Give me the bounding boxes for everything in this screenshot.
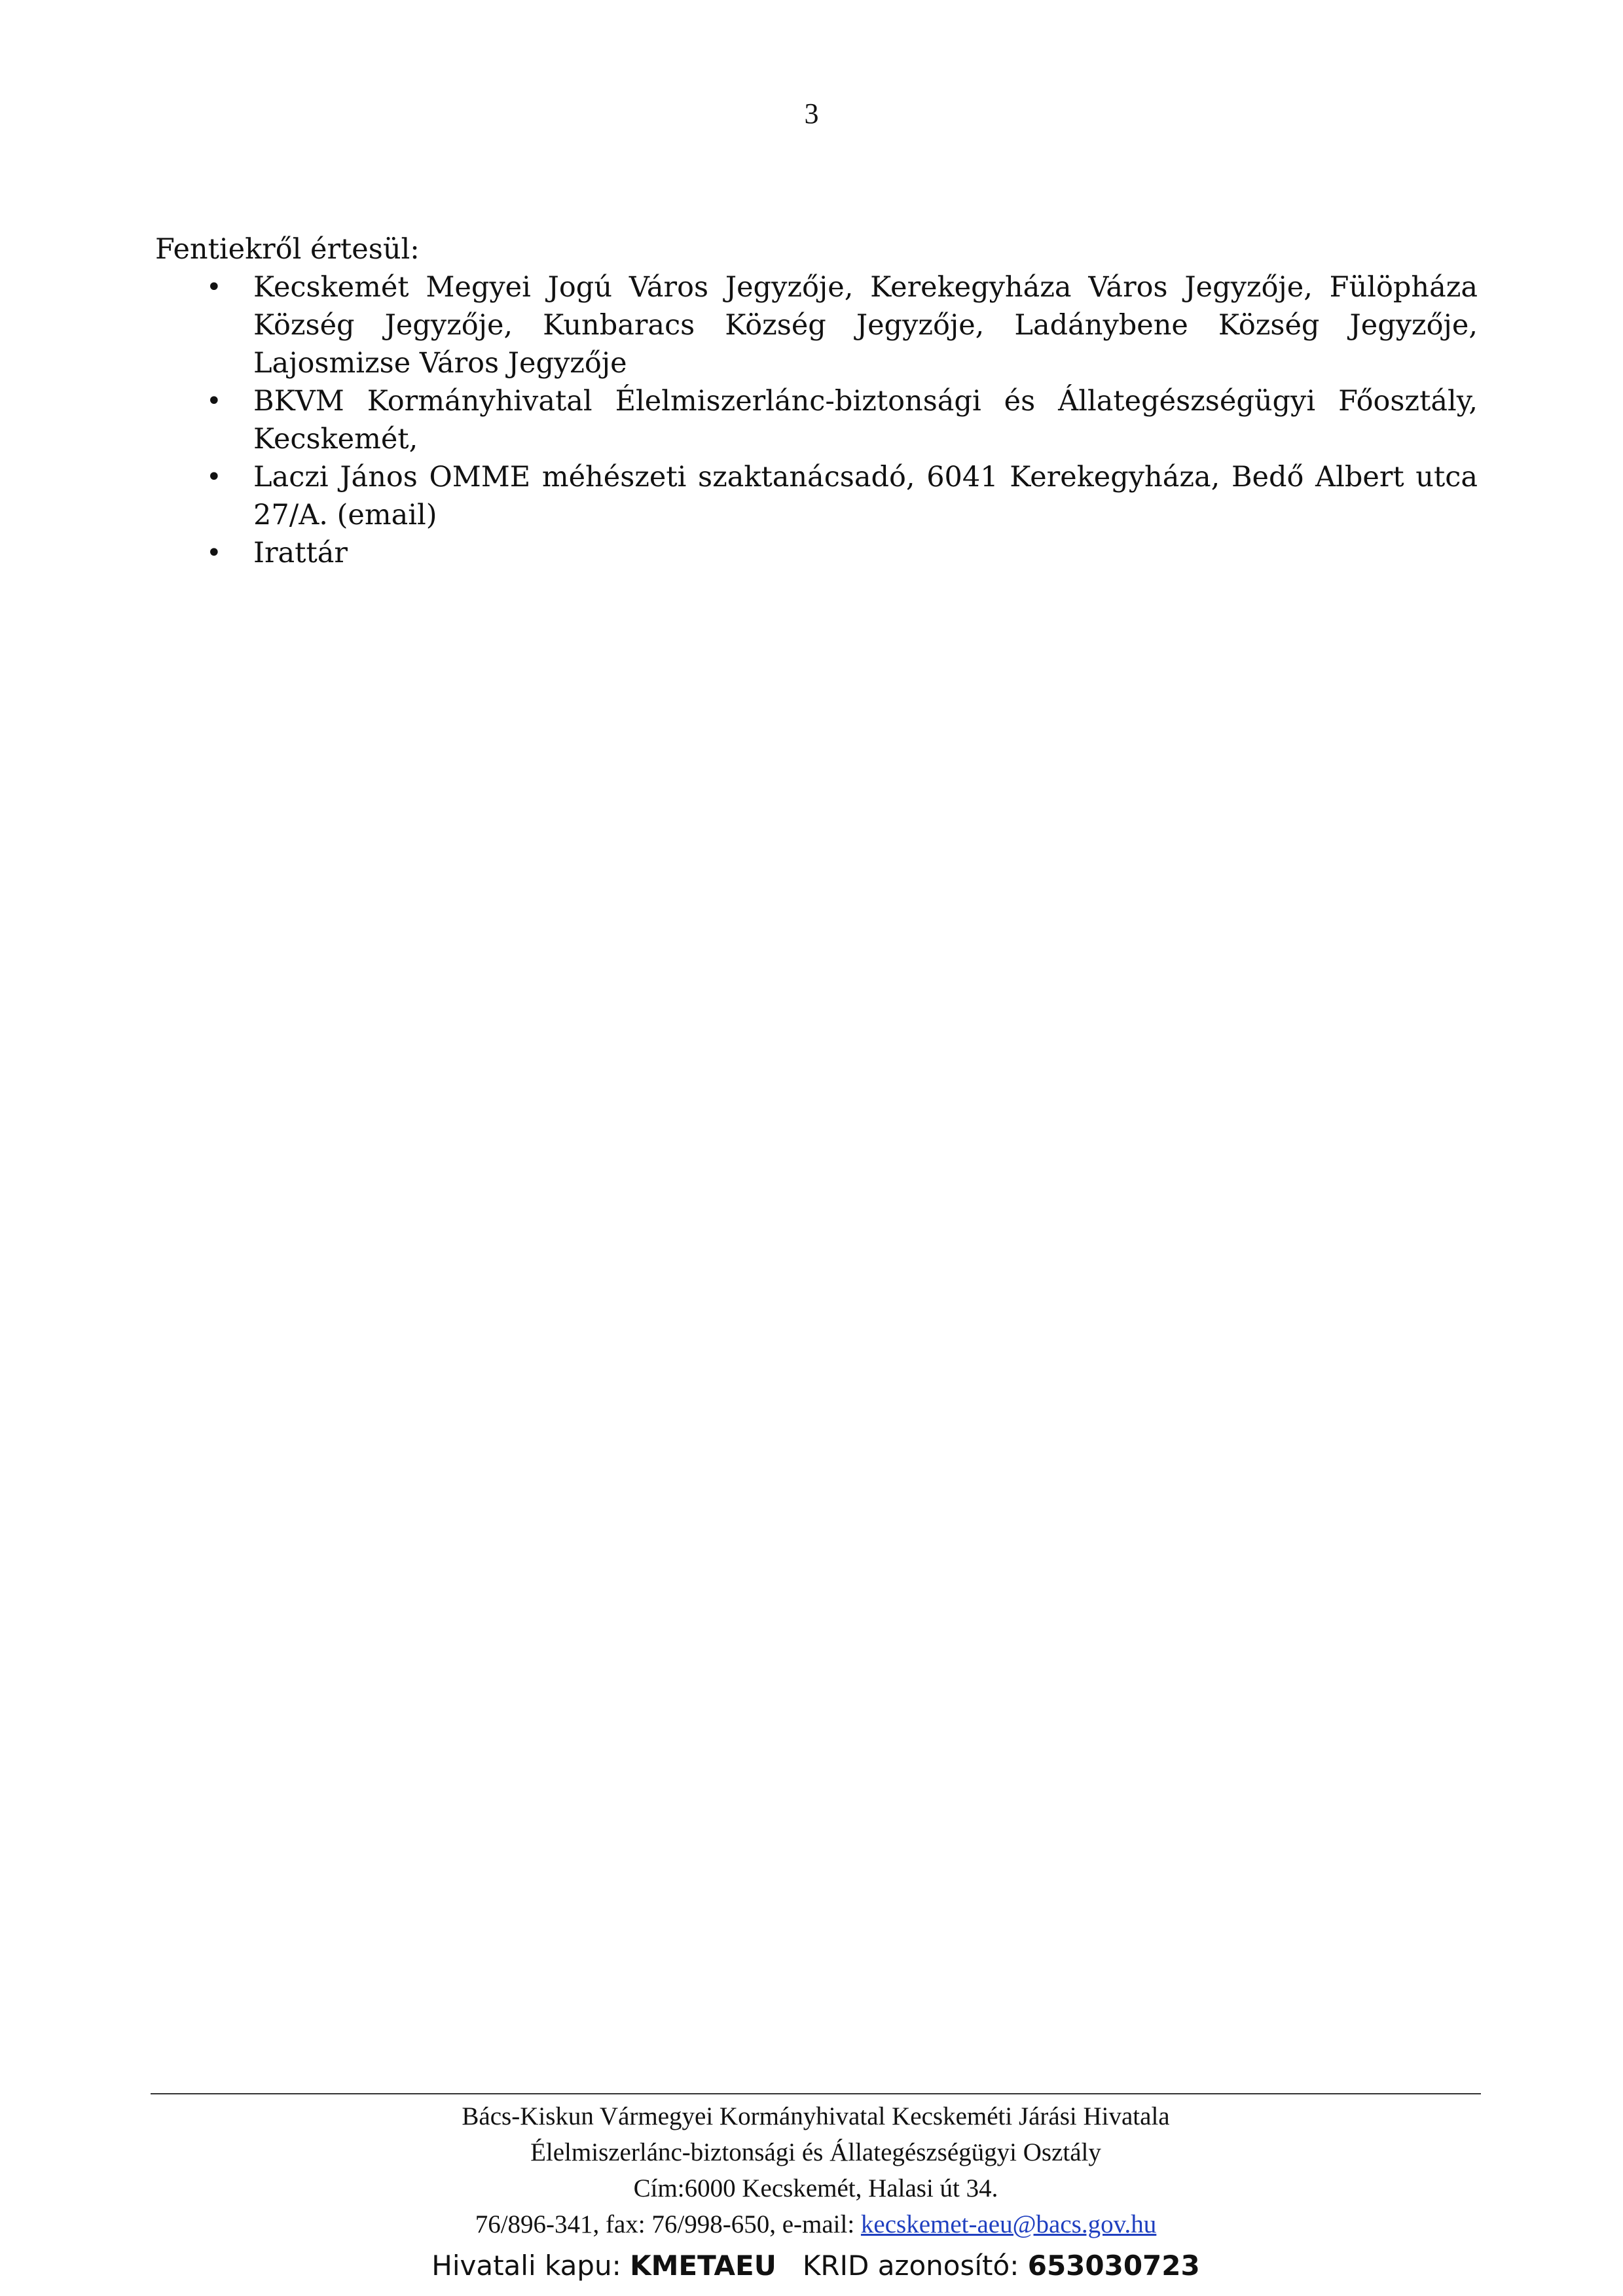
footer-gateway — [151, 2246, 1481, 2286]
bullet-icon: • — [206, 272, 222, 302]
krid-value: 653030723 — [1027, 2250, 1200, 2282]
bullet-icon: • — [206, 462, 222, 492]
list-item — [155, 268, 1478, 382]
page-number: 3 — [804, 98, 819, 130]
gateway-label: Hivatali kapu: — [431, 2250, 630, 2282]
recipient-text: Laczi János OMME méhészeti szaktanácsadó, 6041 Kerekegyháza, Bedő Albert utca 27/A. (email) — [253, 461, 1478, 531]
gateway-value: KMETAEU — [630, 2250, 776, 2282]
footer-address: Cím:6000 Kecskemét, Halasi út 34. — [633, 2174, 998, 2202]
krid-label: KRID azonosító: — [802, 2250, 1028, 2282]
footer-office: Bács-Kiskun Vármegyei Kormányhivatal Kecskeméti Járási Hivatala — [462, 2102, 1170, 2130]
page-footer — [151, 2093, 1481, 2286]
notice-section — [155, 230, 1478, 572]
list-item — [155, 534, 1478, 572]
list-item — [155, 458, 1478, 534]
list-item — [155, 382, 1478, 458]
notice-intro: Fentiekről értesül: — [155, 233, 420, 266]
recipient-list — [155, 268, 1478, 572]
footer-email-link[interactable]: kecskemet-aeu@bacs.gov.hu — [860, 2210, 1157, 2238]
footer-address-block — [151, 2098, 1481, 2242]
footer-department: Élelmiszerlánc-biztonsági és Állategészségügyi Osztály — [530, 2138, 1101, 2166]
footer-contact — [151, 2206, 1481, 2242]
recipient-text: Kecskemét Megyei Jogú Város Jegyzője, Kerekegyháza Város Jegyzője, Fülöpháza Község Jegyzője, Kunbaracs Község Jegyzője, Ladánybene Község Jegyzője, Lajosmizse Város Jegyzője — [253, 271, 1478, 380]
bullet-icon: • — [206, 538, 222, 568]
bullet-icon: • — [206, 386, 222, 416]
recipient-text: BKVM Kormányhivatal Élelmiszerlánc-biztonsági és Állategészségügyi Főosztály, Kecskemét, — [253, 385, 1478, 456]
recipient-text: Irattár — [253, 537, 348, 569]
footer-contact-numbers: 76/896-341, fax: 76/998-650, e-mail: — [475, 2210, 861, 2238]
footer-divider — [151, 2093, 1481, 2094]
